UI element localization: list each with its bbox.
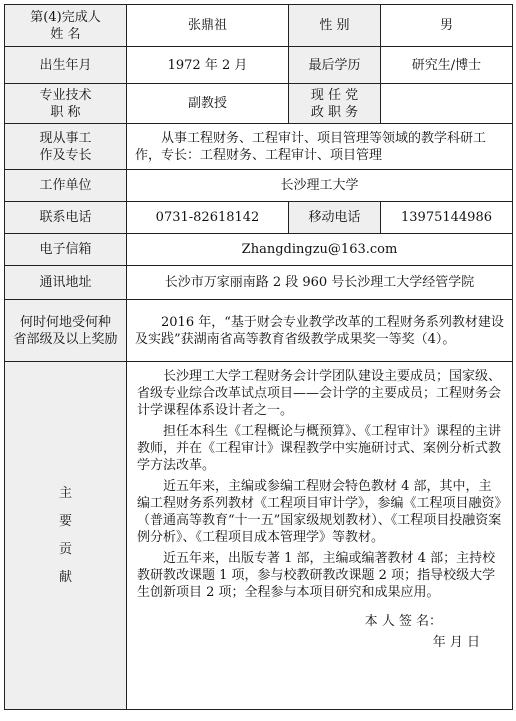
row-title	[5, 84, 513, 124]
awards-label-line2: 省部级及以上奖励	[13, 331, 118, 347]
post-label	[289, 84, 381, 124]
awards-value: 2016 年，“基于财会专业教学改革的工程财务系列教材建设及实践”获湖南省高等教育省级教学成果奖一等奖（4）。	[127, 300, 513, 362]
contribution-paragraph: 担任本科生《工程概论与概预算》、《工程审计》课程的主讲教师，并在《工程审计》课程教学中实施研讨式、案例分析式教学方法改革。	[137, 424, 502, 473]
work-label-line2: 作及专长	[39, 147, 92, 163]
unit-value: 长沙理工大学	[127, 170, 513, 202]
work-label	[5, 124, 127, 170]
contribution-content	[127, 362, 513, 710]
row-awards	[5, 300, 513, 362]
title-value: 副教授	[127, 84, 289, 124]
birth-label: 出生年月	[5, 47, 127, 84]
phone-value: 0731-82618142	[127, 202, 289, 234]
name-value: 张鼎祖	[127, 5, 289, 47]
title-label-line1: 专业技术	[39, 87, 92, 103]
address-value: 长沙市万家丽南路 2 段 960 号长沙理工大学经管学院	[127, 266, 513, 300]
contribution-label-char: 主	[58, 485, 72, 501]
work-value: 从事工程财务、工程审计、项目管理等领域的教学科研工作，专长：工程财务、工程审计、项目管理	[127, 124, 513, 170]
awards-label	[5, 300, 127, 362]
address-label: 通讯地址	[5, 266, 127, 300]
contributor-info-table	[4, 4, 513, 710]
contribution-label-char: 要	[58, 513, 72, 529]
birth-value: 1972 年 2 月	[127, 47, 289, 84]
mobile-value: 13975144986	[381, 202, 513, 234]
contribution-label-char: 献	[58, 569, 72, 585]
name-label	[5, 5, 127, 47]
name-label-line2: 姓 名	[50, 26, 81, 42]
row-email	[5, 234, 513, 266]
contribution-paragraph: 近五年来，主编或参编工程财会特色教材 4 部，其中，主编工程财务系列教材《工程项目审计学》，参编《工程项目融资》（普通高等教育“十一五”国家级规划教材）、《工程项目投融资案例分析》、《工程项目成本管理学》等教材。	[137, 479, 502, 545]
post-label-line2: 政 职 务	[310, 104, 359, 120]
signature-date: 年 月 日	[432, 635, 480, 650]
row-unit	[5, 170, 513, 202]
title-label	[5, 84, 127, 124]
row-contribution	[5, 362, 513, 710]
contribution-label	[5, 362, 127, 710]
name-label-line1: 第(4)完成人	[30, 9, 101, 25]
unit-label: 工作单位	[5, 170, 127, 202]
education-label: 最后学历	[289, 47, 381, 84]
awards-label-line1: 何时何地受何种	[19, 314, 111, 330]
phone-label: 联系电话	[5, 202, 127, 234]
row-phone	[5, 202, 513, 234]
email-label: 电子信箱	[5, 234, 127, 266]
signature-label: 本 人 签 名：	[364, 614, 442, 629]
row-address	[5, 266, 513, 300]
email-value: Zhangdingzu@163.com	[127, 234, 513, 266]
row-birth	[5, 47, 513, 84]
work-label-line1: 现从事工	[39, 130, 92, 146]
contribution-paragraph: 近五年来，出版专著 1 部，主编或编著教材 4 部；主持校教研教改课题 1 项，参与校教研教改课题 2 项；指导校级大学生创新项目 2 项；全程参与本项目研究和成果应用。	[137, 551, 496, 600]
title-label-line2: 职 称	[50, 104, 81, 120]
contribution-paragraph: 长沙理工大学工程财务会计学团队建设主要成员；国家级、省级专业综合改革试点项目——会计学的主要成员；工程财务会计学课程体系设计者之一。	[137, 369, 502, 418]
post-label-line1: 现 任 党	[310, 87, 359, 103]
row-work	[5, 124, 513, 170]
row-name	[5, 5, 513, 47]
contribution-label-char: 贡	[58, 541, 72, 557]
gender-label: 性 别	[289, 5, 381, 47]
education-value: 研究生/博士	[381, 47, 513, 84]
gender-value: 男	[381, 5, 513, 47]
post-value	[381, 84, 513, 124]
mobile-label: 移动电话	[289, 202, 381, 234]
